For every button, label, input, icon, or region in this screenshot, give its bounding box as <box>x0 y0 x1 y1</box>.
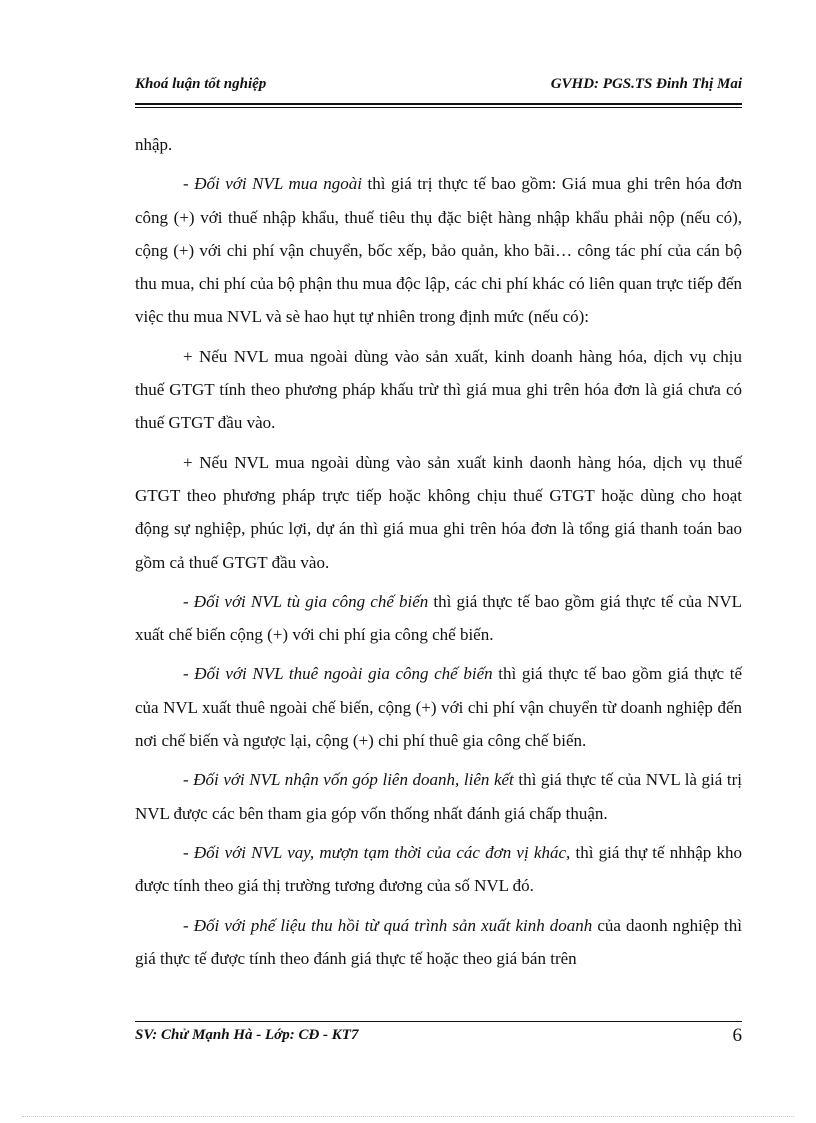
paragraph-text: của daonh nghiệp thì giá thực tế được tính theo đánh giá thực tế hoặc theo giá bán trên <box>135 915 742 968</box>
paragraph-text: + Nếu NVL mua ngoài dùng vào sản xuất kinh daonh hàng hóa, dịch vụ thuế GTGT theo phương pháp trực tiếp hoặc không chịu thuế GTGT hoặc dùng cho hoạt động sự nghiệp, phúc lợi, dự án thì giá mua ghi trên hóa đơn là tổng giá thanh toán bao gồm cả thuế GTGT đầu vào. <box>135 452 742 572</box>
body-text <box>135 128 742 981</box>
paragraph-text: thì giá thực tế bao gồm giá thực tế của NVL xuất thuê ngoài chế biến, cộng (+) với chi phí vận chuyển từ doanh nghiệp đến nơi chế biến và ngược lại, cộng (+) chi phí thuê gia công chế biến. <box>135 664 742 751</box>
header-thesis-title: Khoá luận tốt nghiệp <box>135 76 267 92</box>
paragraph <box>135 909 742 976</box>
header-divider <box>135 103 742 108</box>
paragraph-text: , thì giá thự tế nhhập kho được tính theo giá thị trường tương đương của số NVL đó. <box>135 842 742 896</box>
paragraph <box>135 167 742 333</box>
footer-divider <box>135 1021 742 1022</box>
paragraph <box>135 657 742 757</box>
footer-student-info: SV: Chử Mạnh Hà - Lớp: CĐ - KT7 <box>135 1027 359 1043</box>
paragraph-lead: - Đối với NVL nhận vốn góp liên doanh, liên kết <box>183 770 514 790</box>
paragraph-text: thì giá trị thực tế bao gồm: Giá mua ghi trên hóa đơn công (+) với thuế nhập khẩu, thuế tiêu thụ đặc biệt hàng nhập khẩu phải nộp (nếu có), cộng (+) với chi phí vận chuyển, bốc xếp, bảo quản, kho bãi… công tác phí của cán bộ thu mua, chi phí của bộ phận thu mua độc lập, các chi phí khác có liên quan trực tiếp đến việc thu mua NVL và sè hao hụt tự nhiên trong định mức (nếu có): <box>135 174 742 327</box>
paragraph <box>135 340 742 440</box>
paragraph-lead: - Đối với NVL tù gia công chế biến <box>183 591 429 611</box>
paragraph-lead: - Đối với phế liệu thu hồi từ quá trình sản xuất kinh doanh <box>183 915 593 935</box>
paragraph-text: + Nếu NVL mua ngoài dùng vào sản xuất, kinh doanh hàng hóa, dịch vụ chịu thuế GTGT tính theo phương pháp khấu trừ thì giá mua ghi trên hóa đơn là giá chưa có thuế GTGT đầu vào. <box>135 346 742 433</box>
page-footer <box>135 1027 742 1049</box>
paragraph-text: thì giá thực tế bao gồm giá thực tế của NVL xuất chế biến cộng (+) với chi phí gia công chế biến. <box>135 591 742 645</box>
paragraph <box>135 585 742 652</box>
paragraph <box>135 763 742 830</box>
paragraph <box>135 836 742 903</box>
paragraph-text: nhập. <box>135 135 173 154</box>
page-bottom-edge <box>22 1116 794 1117</box>
paragraph-lead: - Đối với NVL mua ngoài <box>183 174 363 194</box>
page-number: 6 <box>732 1025 742 1046</box>
paragraph <box>135 128 742 161</box>
page-header <box>135 76 742 98</box>
paragraph-lead: - Đối với NVL vay, mượn tạm thời của các đơn vị khác <box>183 842 567 862</box>
paragraph-lead: - Đối với NVL thuê ngoài gia công chế biến <box>183 664 493 684</box>
paragraph-text: thì giá thực tế của NVL là giá trị NVL được các bên tham gia góp vốn thống nhất đánh giá chấp thuận. <box>135 770 742 823</box>
paragraph <box>135 446 742 579</box>
header-advisor: GVHD: PGS.TS Đinh Thị Mai <box>550 76 742 92</box>
